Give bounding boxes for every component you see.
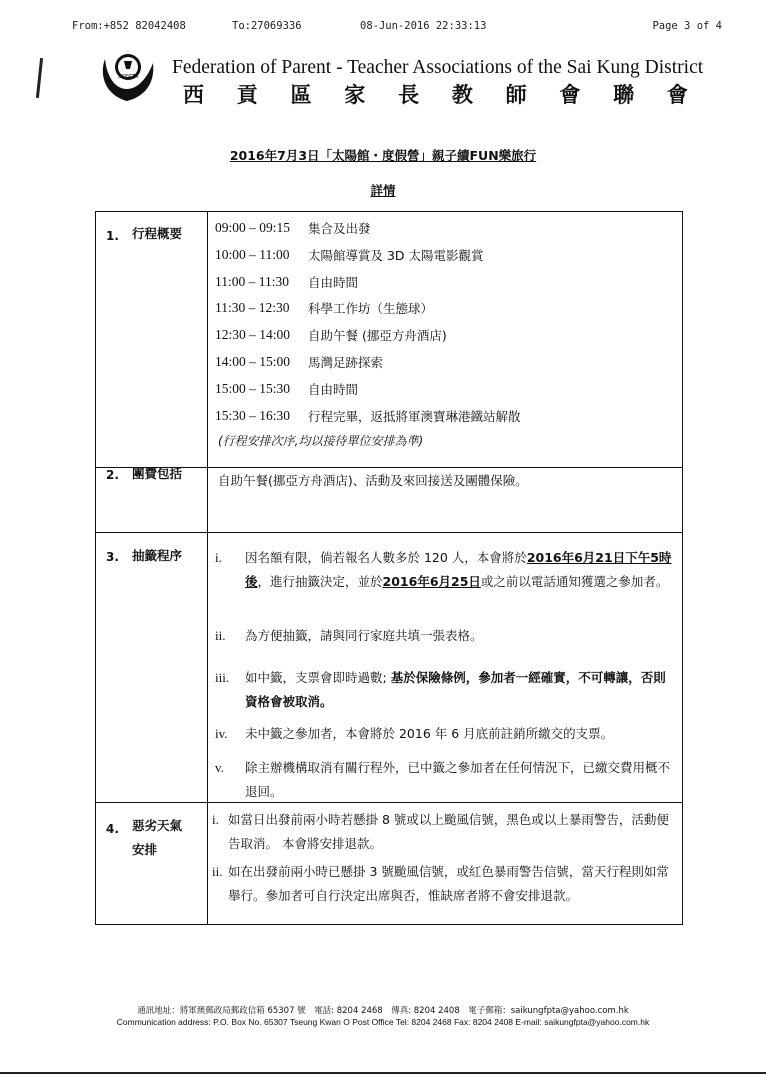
org-name-zh-char: 區 <box>290 83 312 107</box>
item-text-part: 或之前以電話通知獲選之參加者。 <box>480 574 669 589</box>
federation-logo <box>97 49 159 105</box>
item-text-part: ，進行抽籤決定，並於 <box>257 574 383 589</box>
itinerary-row <box>215 242 484 268</box>
details-subtitle: 詳情 <box>370 183 396 198</box>
item-text: 如當日出發前兩小時若懸掛 8 號或以上颱風信號，黑色或以上暴雨警告，活動便告取消。 本會將安排退款。 <box>228 812 669 851</box>
itinerary-row <box>215 295 433 321</box>
itinerary-activity: 太陽館導賞及 3D 太陽電影觀賞 <box>308 247 484 263</box>
row-divider <box>96 467 682 468</box>
itinerary-activity: 集合及出發 <box>308 221 371 236</box>
section-heading-fee: 團費包括 <box>132 466 183 481</box>
item-text: 如在出發前兩小時已懸掛 3 號颱風信號，或紅色暴雨警告信號，當天行程則如常舉行。參加者可自行決定出席與否，惟缺席者將不會安排退款。 <box>228 864 669 903</box>
fax-page-number: Page 3 of 4 <box>652 20 722 32</box>
itinerary-row <box>215 349 383 375</box>
itinerary-time: 15:30 – 16:30 <box>215 407 291 423</box>
itinerary-note: (行程安排次序,均以接待單位安排為準) <box>218 434 424 448</box>
itinerary-time: 12:30 – 14:00 <box>215 327 291 343</box>
lottery-items <box>215 546 674 799</box>
fee-description: 自助午餐(挪亞方舟酒店)、活動及來回接送及團體保險。 <box>218 473 528 488</box>
section-number: 4. <box>106 822 119 836</box>
item-marker: i. <box>215 550 222 565</box>
itinerary-activity: 科學工作坊（生態球） <box>308 301 434 317</box>
itinerary-time: 14:00 – 15:00 <box>215 354 291 369</box>
section-heading-itinerary: 行程概要 <box>132 226 183 241</box>
itinerary-activity: 自由時間 <box>308 381 359 397</box>
itinerary-time: 09:00 – 09:15 <box>215 220 291 235</box>
section-heading-weather <box>132 814 182 862</box>
org-name-zh-char: 會 <box>666 83 688 107</box>
itinerary-row <box>215 403 521 429</box>
itinerary-schedule <box>215 215 674 465</box>
org-name-zh-char: 教 <box>451 83 473 107</box>
item-marker: ii. <box>215 628 226 643</box>
item-text-part: 如中籤，支票會即時過數; <box>245 670 391 685</box>
page-bottom-rule <box>0 1072 766 1074</box>
org-name-zh-char: 師 <box>505 83 527 107</box>
itinerary-time: 15:00 – 15:30 <box>215 380 291 396</box>
org-name-zh-char: 貢 <box>236 83 258 107</box>
org-name-zh-char: 聯 <box>613 83 635 107</box>
section-number: 2. <box>106 468 119 482</box>
margin-mark <box>36 58 43 98</box>
notify-date: 2016年6月25日 <box>382 574 481 589</box>
event-title: 2016年7月3日「太陽館・度假營」親子續FUN樂旅行 <box>229 148 537 163</box>
row-divider <box>96 532 682 533</box>
org-name-zh-char: 會 <box>559 83 581 107</box>
weather-items <box>212 808 674 918</box>
item-text-part: 因名額有限，倘若報名人數多於 120 人，本會將於 <box>245 550 527 565</box>
footer-address-en: Communication address: P.O. Box No. 65307 Tseung Kwan O Post Office Tel: 8204 2468 Fax: 8204 2408 E-mail: saikungfpta@yahoo.com.hk <box>116 1017 650 1027</box>
itinerary-row <box>215 322 447 348</box>
heading-line: 安排 <box>132 842 158 857</box>
item-text <box>245 546 674 594</box>
itinerary-row <box>215 269 358 295</box>
itinerary-time: 10:00 – 11:00 <box>215 246 290 262</box>
section-number: 3. <box>106 550 119 564</box>
fax-from: From:+852 82042408 <box>72 20 186 32</box>
fax-to: To:27069336 <box>232 20 302 32</box>
section-heading-lottery: 抽籤程序 <box>132 548 183 563</box>
itinerary-activity: 行程完畢，返抵將軍澳寶琳港鐵站解散 <box>308 408 521 424</box>
itinerary-row <box>215 215 371 241</box>
item-marker: iv. <box>215 726 228 741</box>
table-column-divider <box>207 212 208 924</box>
draw-date: 2016年6月21日下午5時後 <box>245 550 672 589</box>
item-marker: ii. <box>212 864 223 879</box>
footer-address-zh: 通訊地址：將軍澳郵政局郵政信箱 65307 號 電話: 8204 2468 傳真: 8204 2408 電子郵箱：saikungfpta@yahoo.com.hk <box>137 1006 629 1016</box>
org-name-zh <box>183 79 688 109</box>
item-marker: iii. <box>215 670 230 685</box>
org-name-zh-char: 長 <box>398 83 420 107</box>
itinerary-time: 11:00 – 11:30 <box>215 273 289 289</box>
itinerary-activity: 馬灣足跡探索 <box>308 355 384 370</box>
org-name-en: Federation of Parent - Teacher Associations of the Sai Kung District <box>172 57 704 78</box>
item-text: 除主辦機構取消有關行程外，已中籤之參加者在任何情況下，已繳交費用概不退回。 <box>245 760 671 799</box>
item-text: 未中籤之參加者，本會將於 2016 年 6 月底前註銷所繳交的支票。 <box>245 726 614 741</box>
heading-line: 惡劣天氣 <box>132 818 183 833</box>
item-marker: v. <box>215 760 224 775</box>
fax-header <box>72 20 722 36</box>
item-text: 為方便抽籤，請與同行家庭共填一張表格。 <box>245 628 483 643</box>
details-table <box>95 211 683 925</box>
item-text-emphasis: 基於保險條例，參加者一經確實，不可轉讓，否則資格會被取消。 <box>245 670 666 709</box>
itinerary-row <box>215 376 358 402</box>
item-marker: i. <box>212 812 219 827</box>
itinerary-activity: 自助午餐 (挪亞方舟酒店) <box>308 328 447 344</box>
itinerary-time: 11:30 – 12:30 <box>215 300 290 316</box>
logo-text: SKFPTA <box>117 74 139 80</box>
fax-datetime: 08-Jun-2016 22:33:13 <box>360 20 487 32</box>
item-text <box>245 666 674 714</box>
section-number: 1. <box>106 229 119 243</box>
itinerary-activity: 自由時間 <box>308 274 359 290</box>
org-name-zh-char: 家 <box>344 83 366 107</box>
org-name-zh-char: 西 <box>183 83 204 107</box>
